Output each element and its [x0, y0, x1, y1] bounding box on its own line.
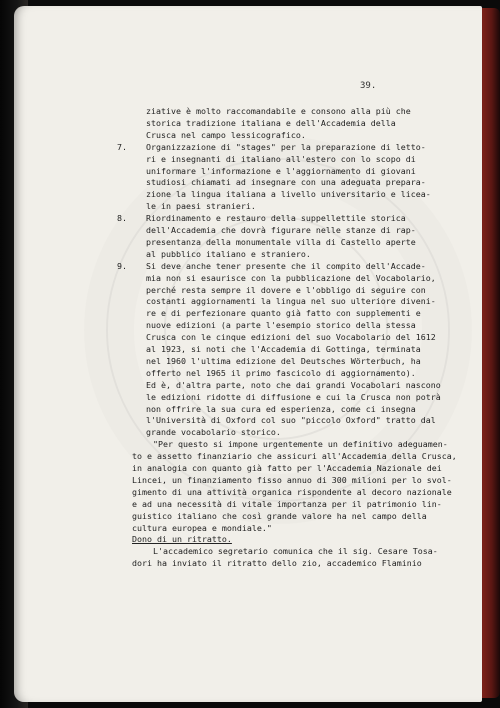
text-line: grande vocabolario storico. — [146, 427, 281, 438]
text-line: re e di perfezionare quanto già fatto con supplementi e — [146, 308, 421, 319]
text-line: le in paesi stranieri. — [146, 201, 256, 212]
document-page — [14, 6, 482, 702]
text-line: presentanza della monumentale villa di Castello aperte — [146, 236, 416, 247]
text-line: ziative è molto raccomandabile e consono alla più che — [146, 106, 411, 116]
item-number: 9. — [117, 260, 127, 271]
text-line: nel 1960 l'ultima edizione del Deutsches Wörterbuch, ha — [146, 355, 421, 366]
text-line: perché resta sempre il dovere e l'obbligo di seguire con — [146, 284, 426, 295]
text-line: Crusca nel campo lessicografico. — [146, 129, 306, 140]
text-line: Crusca con le cinque edizioni del suo Vocabolario del 1612 — [146, 332, 436, 343]
text-line: Riordinamento e restauro della suppellettile storica — [146, 213, 406, 224]
item-number: 7. — [117, 141, 127, 152]
page-number: 39. — [360, 81, 377, 91]
item-number: 8. — [117, 213, 127, 224]
text-line: offerto nel 1965 il primo fascicolo di aggiornamento). — [146, 367, 416, 378]
text-line: al pubblico italiano e straniero. — [146, 248, 311, 259]
text-line: uniformare l'informazione e l'aggiornamento di giovani — [146, 165, 416, 176]
text-line: le edizioni ridotte di diffusione e cui la Crusca non potrà — [146, 391, 441, 402]
text-line: guistico italiano che così grande valore ha nel campo della — [132, 510, 427, 521]
text-line: nuove edizioni (a parte l'esempio storico della stessa — [146, 320, 416, 331]
text-line: costanti aggiornamenti la lingua nel suo ulteriore diveni- — [146, 296, 436, 307]
text-line: studiosi chiamati ad insegnare con una adeguata prepara- — [146, 177, 426, 188]
text-line: al 1923, si noti che l'Accademia di Gottinga, terminata — [146, 344, 421, 354]
section-heading: Dono di un ritratto. — [132, 534, 232, 545]
text-line: zione la lingua italiana a livello universitario e licea- — [146, 189, 431, 200]
text-line: storica tradizione italiana e dell'Accademia della — [146, 117, 396, 128]
text-line: l'Università di Oxford col suo "piccolo Oxford" tratto dal — [146, 415, 436, 426]
text-line: in analogia con quanto già fatto per l'Accademia Nazionale dei — [132, 463, 442, 473]
text-line: cultura europea e mondiale." — [132, 522, 272, 533]
text-line: non offrire la sua cura ed esperienza, come ci insegna — [146, 403, 416, 414]
text-line: gimento di una attività organica rispondente al decoro nazionale — [132, 486, 452, 497]
page-text — [14, 6, 482, 702]
text-line: e ad una necessità di vitale importanza per il patrimonio lin- — [132, 498, 442, 509]
text-line: Si deve anche tener presente che il compito dell'Accade- — [146, 260, 426, 271]
text-line: "Per questo si impone urgentemente un definitivo adeguamen- — [153, 439, 448, 450]
text-line: dori ha inviato il ritratto dello zio, accademico Flaminio — [132, 558, 422, 569]
text-line: to e assetto finanziario che assicuri all'Accademia della Crusca, — [132, 451, 457, 462]
text-line: L'accademico segretario comunica che il sig. Cesare Tosa- — [153, 546, 438, 557]
text-line: mia non si esaurisce con la pubblicazione del Vocabolario, — [146, 272, 436, 283]
text-line: Organizzazione di "stages" per la preparazione di letto- — [146, 141, 426, 152]
text-line: Ed è, d'altra parte, noto che dai grandi Vocabolari nascono — [146, 379, 441, 390]
text-line: Lincei, un finanziamento fisso annuo di 300 milioni per lo svol- — [132, 474, 452, 485]
text-line: ri e insegnanti di italiano all'estero con lo scopo di — [146, 153, 416, 164]
text-line: dell'Accademia che dovrà figurare nelle stanze di rap- — [146, 225, 416, 235]
